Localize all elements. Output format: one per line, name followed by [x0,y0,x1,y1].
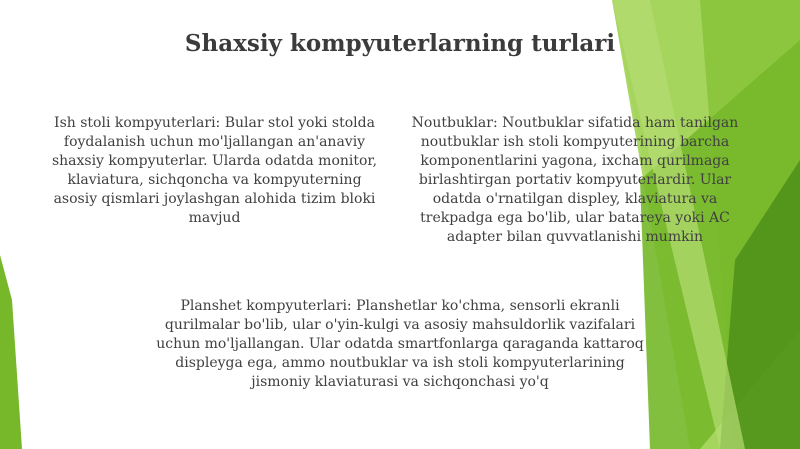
slide-title: Shaxsiy kompyuterlarning turlari [184,30,616,57]
laptop-description: Noutbuklar: Noutbuklar sifatida ham tanilgan noutbuklar ish stoli kompyuterining barcha komponentlarini yagona, ixcham qurilmaga birlashtirgan portativ kompyuterlardir. Ular odatda o'rnatilgan displey, klaviatura va trekpadga ega bo'lib, ular batareya yoki AC adapter bilan quvvatlanishi mumkin [411,115,739,245]
desktop-description: Ish stoli kompyuterlari: Bular stol yoki stolda foydalanish uchun mo'ljallangan an'anaviy shaxsiy kompyuterlar. Ularda odatda monitor, klaviatura, sichqoncha va kompyuterning asosiy qismlari joylashgan alohida tizim bloki mavjud [51,115,378,226]
tablet-description: Planshet kompyuterlari: Planshetlar ko'chma, sensorli ekranli qurilmalar bo'lib, ular o'yin-kulgi va asosiy mahsuldorlik vazifalari uchun mo'ljallangan. Ular odatda smartfonlarga qaraganda kattaroq displeyga ega, ammo noutbuklar va ish stoli kompyuterlarining jismoniy klaviaturasi va sichqonchasi yo'q [156,298,644,390]
